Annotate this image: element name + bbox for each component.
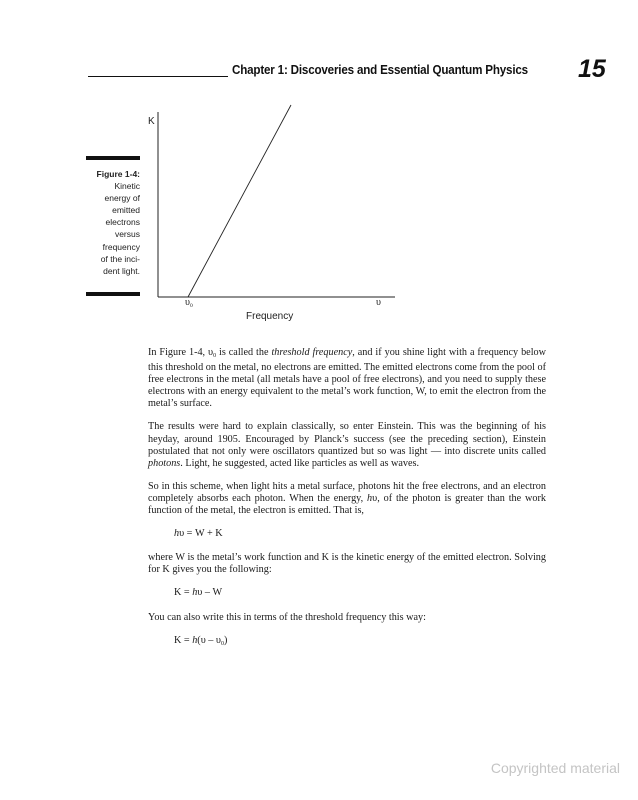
chapter-title: Chapter 1: Discoveries and Essential Quantum Physics (232, 63, 528, 77)
threshold-tick-label: $\upsilon_0$ (185, 297, 193, 309)
caption-line: emitted (112, 205, 140, 216)
caption-line: versus (114, 229, 140, 240)
header-rule (88, 76, 228, 77)
caption-line: dent light. (103, 265, 140, 276)
paragraph-4: where W is the metal’s work function and K is the kinetic energy of the emitted electron. Solving for K gives you the following: (148, 552, 546, 576)
paragraph-2: The results were hard to explain classically, so enter Einstein. This was the beginning of his heyday, around 1905. Encouraged by Planck’s success (see the preceding section), Einstein postulated that not only were oscillators quantized but so was light — into discrete units called photons. Light, he suggested, acted like particles as well as waves. (148, 421, 546, 469)
page-number: 15 (578, 55, 606, 83)
y-axis-label: K (148, 116, 155, 127)
equation-2: K = hυ – W (174, 587, 223, 599)
copyright-watermark: Copyrighted material (490, 760, 620, 776)
caption-bar-top (86, 156, 140, 160)
equation-3: $K = h(\upsilon - \upsilon_0)$ (174, 634, 228, 647)
caption-bar-bottom (86, 292, 140, 296)
energy-line (188, 105, 291, 297)
kinetic-energy-graph (140, 100, 410, 330)
x-axis-label: Frequency (246, 311, 294, 322)
caption-line: electrons (105, 217, 140, 228)
figure-caption (80, 168, 140, 277)
caption-line: energy of (104, 193, 140, 204)
body-text (148, 347, 546, 662)
caption-line: Kinetic (114, 181, 140, 192)
caption-line: frequency (102, 241, 140, 252)
figure-label: Figure 1-4: (96, 169, 140, 179)
caption-line: of the inci- (100, 253, 140, 264)
frequency-tick-label: υ (376, 297, 381, 308)
paragraph-3: So in this scheme, when light hits a metal surface, photons hit the free electrons, and an electron completely absorbs each photon. When the energy, hυ, of the photon is greater than the work function of the metal, the electron is emitted. That is, (148, 480, 546, 517)
paragraph-1: In Figure 1-4, $\upsilon_0$ is called the threshold frequency, and if you shine light with a frequency below this threshold on the metal, no electrons are emitted. The emitted electrons come from the pool of free electrons in the metal (all metals have a pool of free electrons), and you need to supply these electrons with an energy equivalent to the metal’s work function, W, to emit the electron from the metal’s surface. (148, 347, 546, 410)
equation-1: hυ = W + K (174, 528, 223, 540)
paragraph-5: You can also write this in terms of the threshold frequency this way: (148, 611, 426, 623)
